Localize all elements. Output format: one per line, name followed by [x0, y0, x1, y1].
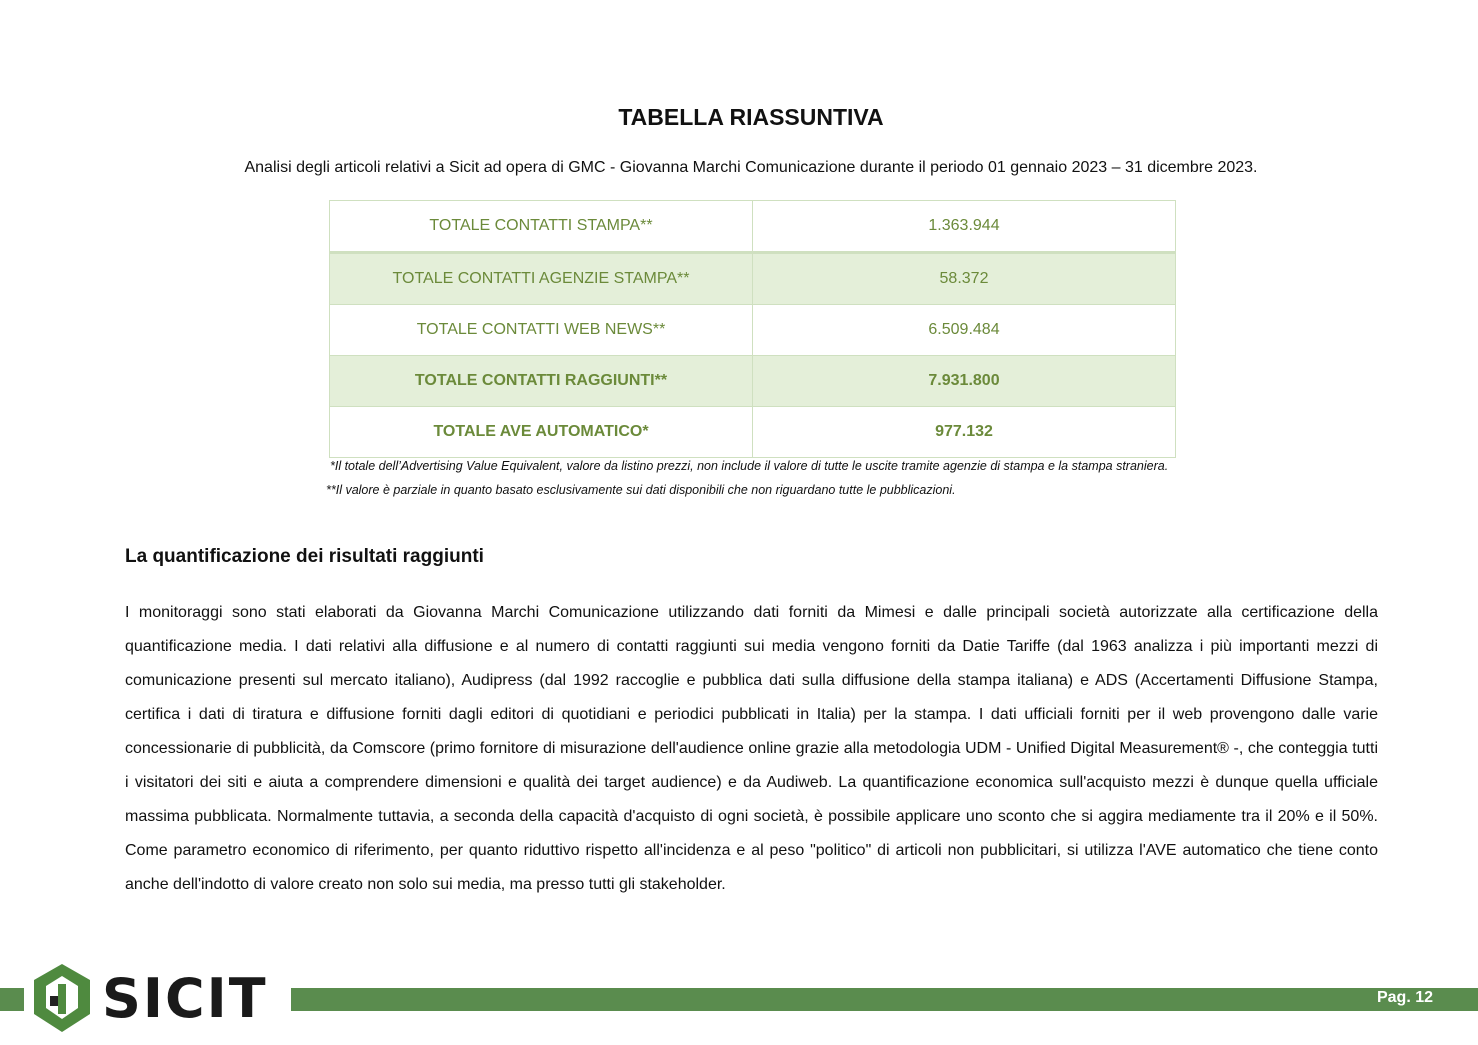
summary-table — [329, 200, 1176, 458]
page-subtitle: Analisi degli articoli relativi a Sicit ad opera di GMC - Giovanna Marchi Comunicazione durante il periodo 01 gennaio 2023 – 31 dicembre 2023. — [244, 159, 1258, 176]
table-row — [330, 356, 1176, 407]
section-heading: La quantificazione dei risultati raggiunti — [125, 546, 484, 567]
row-value: 6.509.484 — [753, 305, 1176, 356]
sicit-logo — [30, 962, 285, 1039]
svg-text:SICIT: SICIT — [102, 967, 268, 1030]
table-row — [330, 201, 1176, 253]
footer-bar — [291, 988, 1478, 1011]
table-row — [330, 253, 1176, 305]
row-value: 7.931.800 — [753, 356, 1176, 407]
page-number: Pag. 12 — [1376, 989, 1433, 1006]
row-value: 977.132 — [753, 407, 1176, 458]
footnote-ave: *Il totale dell’Advertising Value Equivalent, valore da listino prezzi, non include il valore di tutte le uscite tramite agenzie di stampa e la stampa straniera. — [330, 459, 1169, 473]
row-label: TOTALE CONTATTI STAMPA** — [330, 201, 753, 253]
page-title: TABELLA RIASSUNTIVA — [618, 104, 884, 130]
row-value: 1.363.944 — [753, 201, 1176, 253]
row-value: 58.372 — [753, 253, 1176, 305]
table-row — [330, 407, 1176, 458]
footnote-partial: **Il valore è parziale in quanto basato esclusivamente sui dati disponibili che non riguardano tutte le pubblicazioni. — [326, 483, 956, 497]
row-label: TOTALE CONTATTI RAGGIUNTI** — [330, 356, 753, 407]
sicit-logo-icon — [30, 962, 285, 1034]
table-row — [330, 305, 1176, 356]
row-label: TOTALE CONTATTI AGENZIE STAMPA** — [330, 253, 753, 305]
body-paragraph: I monitoraggi sono stati elaborati da Giovanna Marchi Comunicazione utilizzando dati forniti da Mimesi e dalle principali società autorizzate alla certificazione della quantificazione media. I dati relativi alla diffusione e al numero di contatti raggiunti sui media vengono forniti da Datie Tariffe (dal 1963 analizza i più importanti mezzi di comunicazione presenti sul mercato italiano), Audipress (dal 1992 raccoglie e pubblica dati sulla diffusione della stampa italiana) e ADS (Accertamenti Diffusione Stampa, certifica i dati di tiratura e diffusione forniti dagli editori di quotidiani e periodici pubblicati in Italia) per la stampa. I dati ufficiali forniti per il web provengono dalle varie concessionarie di pubblicità, da Comscore (primo fornitore di misurazione dell'audience online grazie alla metodologia UDM - Unified Digital Measurement® -, che conteggia tutti i visitatori dei siti e aiuta a comprendere dimensioni e qualità dei target audience) e da Audiweb. La quantificazione economica sull'acquisto mezzi è dunque quella ufficiale massima pubblicata. Normalmente tuttavia, a seconda della capacità d'acquisto di ogni società, è possibile applicare uno sconto che si aggira mediamente tra il 20% e il 50%. Come parametro economico di riferimento, per quanto riduttivo rispetto all'incidenza e al peso "politico" di articoli non pubblicitari, si utilizza l'AVE automatico che tiene conto anche dell'indotto di valore creato non solo sui media, ma presso tutti gli stakeholder. — [125, 604, 1378, 893]
footer-bar-left — [0, 988, 24, 1011]
row-label: TOTALE CONTATTI WEB NEWS** — [330, 305, 753, 356]
row-label: TOTALE AVE AUTOMATICO* — [330, 407, 753, 458]
